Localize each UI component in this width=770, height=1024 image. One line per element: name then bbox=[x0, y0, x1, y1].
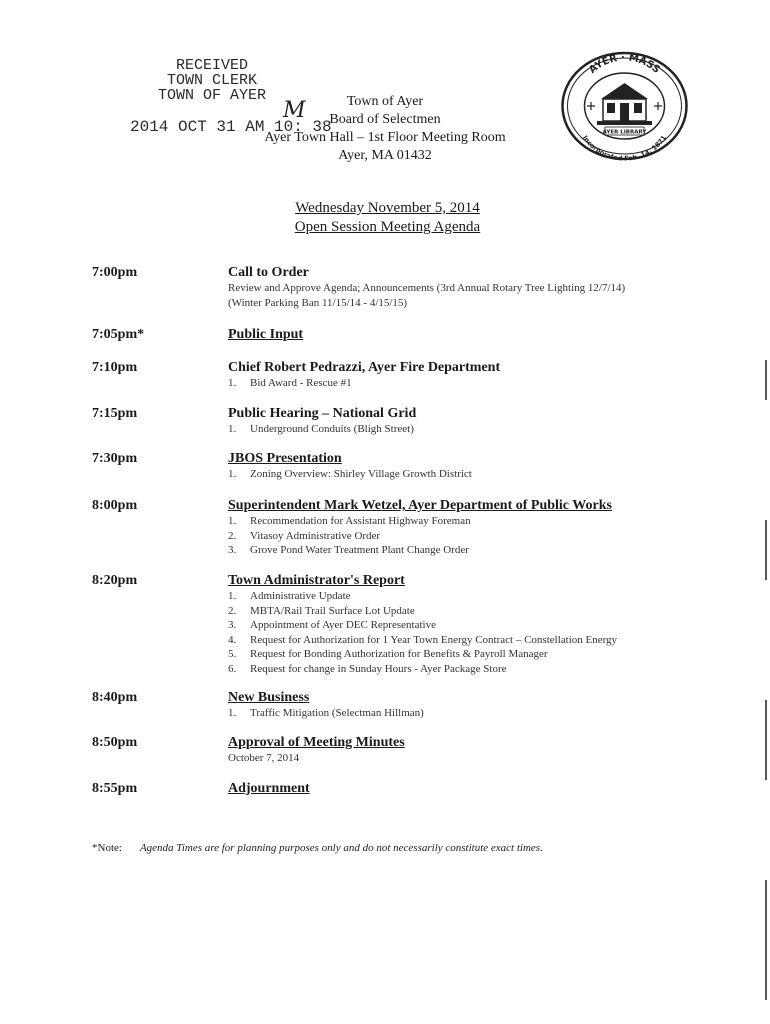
seal-top-text: AYER · MASS bbox=[587, 52, 662, 76]
agenda-subitem: 4. Request for Authorization for 1 Year Town Energy Contract – Constellation Energy bbox=[228, 633, 618, 646]
agenda-title: Call to Order bbox=[228, 265, 309, 280]
agenda-title: JBOS Presentation bbox=[228, 451, 342, 466]
header-town: Town of Ayer bbox=[346, 94, 424, 109]
agenda-title: Public Hearing – National Grid bbox=[228, 406, 417, 421]
agenda-time: 8:50pm bbox=[92, 735, 138, 750]
agenda-subitem: 3. Grove Pond Water Treatment Plant Change Order bbox=[228, 544, 469, 556]
agenda-subitem: 2. MBTA/Rail Trail Surface Lot Update bbox=[228, 604, 415, 617]
seal-building-label: AYER LIBRARY bbox=[602, 129, 647, 136]
agenda-subitem: 1. Recommendation for Assistant Highway Foreman bbox=[228, 515, 471, 527]
footnote bbox=[92, 842, 543, 854]
agenda-detail: Review and Approve Agenda; Announcements (3rd Annual Rotary Tree Lighting 12/7/14) bbox=[228, 282, 626, 294]
header-board: Board of Selectmen bbox=[329, 112, 441, 127]
meeting-title-block bbox=[200, 199, 575, 237]
svg-text:Incorporated Feb. 14, 1871 bbox=[581, 134, 668, 161]
meeting-date: Wednesday November 5, 2014 bbox=[295, 200, 480, 216]
agenda-time: 7:00pm bbox=[92, 265, 138, 280]
footnote-label: *Note: bbox=[92, 842, 122, 854]
agenda-subitem: 5. Request for Bonding Authorization for Benefits & Payroll Manager bbox=[228, 648, 548, 660]
agenda-detail: (Winter Parking Ban 11/15/14 - 4/15/15) bbox=[228, 296, 408, 309]
agenda-subitem: 2. Vitasoy Administrative Order bbox=[228, 529, 381, 542]
agenda-subitem: 1. Traffic Mitigation (Selectman Hillman) bbox=[228, 707, 424, 719]
stamp-line: TOWN OF AYER bbox=[158, 87, 267, 104]
agenda-time: 8:55pm bbox=[92, 781, 138, 796]
scan-edge-mark bbox=[765, 360, 767, 400]
document-header bbox=[240, 93, 530, 165]
meeting-title: Open Session Meeting Agenda bbox=[294, 219, 481, 235]
agenda-title: Adjournment bbox=[228, 781, 310, 796]
agenda-title: Public Input bbox=[228, 327, 304, 342]
town-seal-icon bbox=[561, 51, 688, 161]
seal-bottom-text: Incorporated Feb. 14, 1871 bbox=[580, 133, 669, 161]
scan-edge-mark bbox=[765, 520, 767, 580]
agenda-subitem: 1. Administrative Update bbox=[228, 590, 351, 602]
stamp-date: 2014 OCT 31 AM 10: 38 bbox=[130, 118, 332, 136]
agenda-time: 8:20pm bbox=[92, 573, 138, 588]
agenda-time: 8:00pm bbox=[92, 498, 138, 513]
agenda-time: 7:05pm* bbox=[92, 327, 145, 342]
scan-edge-mark bbox=[765, 880, 767, 1000]
header-location: Ayer Town Hall – 1st Floor Meeting Room bbox=[264, 130, 506, 145]
agenda-subitem: 1. Zoning Overview: Shirley Village Growth District bbox=[228, 468, 472, 480]
clerk-initial: M bbox=[283, 98, 306, 123]
agenda-subitem: 6. Request for change in Sunday Hours - Ayer Package Store bbox=[228, 662, 507, 675]
agenda-time: 8:40pm bbox=[92, 690, 138, 705]
agenda-time: 7:15pm bbox=[92, 406, 138, 421]
agenda-title: New Business bbox=[228, 690, 310, 705]
agenda-detail: October 7, 2014 bbox=[228, 752, 300, 764]
agenda-subitem: 3. Appointment of Ayer DEC Representative bbox=[228, 619, 436, 631]
header-address: Ayer, MA 01432 bbox=[338, 148, 432, 163]
stamp-line: TOWN CLERK bbox=[167, 72, 258, 89]
agenda-title: Chief Robert Pedrazzi, Ayer Fire Department bbox=[228, 360, 501, 375]
agenda-title: Town Administrator's Report bbox=[228, 573, 405, 588]
agenda-subitem: 1. Underground Conduits (Bligh Street) bbox=[228, 423, 414, 435]
agenda-title: Superintendent Mark Wetzel, Ayer Department of Public Works bbox=[228, 498, 612, 513]
agenda-subitem: 1. Bid Award - Rescue #1 bbox=[228, 377, 352, 389]
footnote-text: Agenda Times are for planning purposes only and do not necessarily constitute exact times. bbox=[139, 842, 543, 854]
agenda-time: 7:10pm bbox=[92, 360, 138, 375]
stamp-line: RECEIVED bbox=[176, 57, 249, 74]
agenda-title: Approval of Meeting Minutes bbox=[228, 735, 405, 750]
scan-edge-mark bbox=[765, 700, 767, 780]
agenda-time: 7:30pm bbox=[92, 451, 138, 466]
